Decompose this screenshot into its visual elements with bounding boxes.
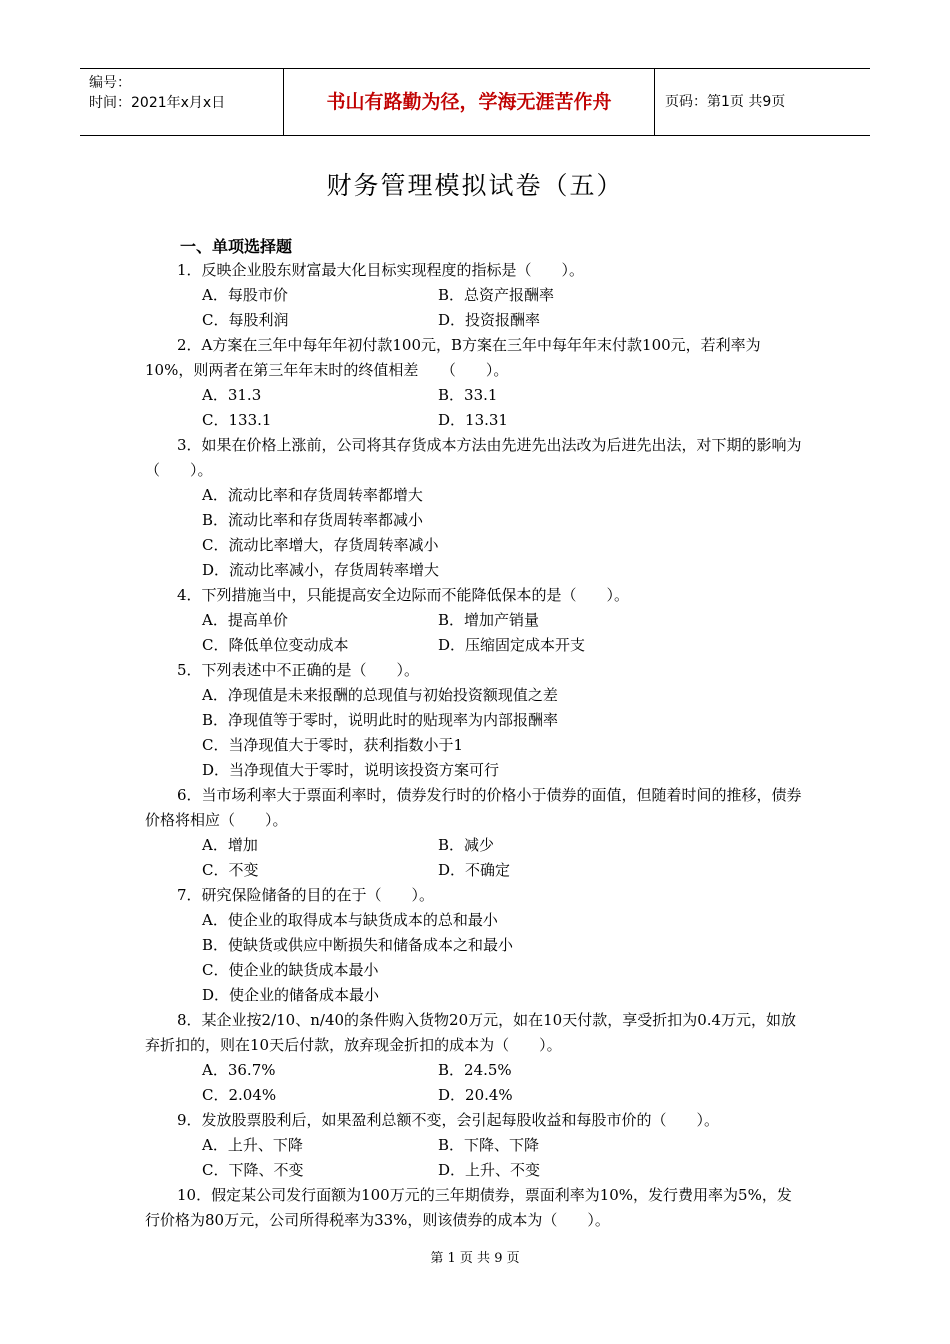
answer-option: B．增加产销量 [438, 611, 540, 629]
option-row [145, 833, 805, 858]
option-row [145, 708, 805, 733]
answer-option: C．降低单位变动成本 [202, 636, 349, 654]
answer-option: C．流动比率增大，存货周转率减小 [202, 536, 439, 554]
option-row [145, 308, 805, 333]
answer-option: D．上升、不变 [438, 1161, 541, 1179]
option-row [145, 1133, 805, 1158]
answer-option: B．减少 [438, 836, 495, 854]
answer-option: C．当净现值大于零时，获利指数小于1 [202, 736, 464, 754]
question-text: 3．如果在价格上涨前，公司将其存货成本方法由先进先出法改为后进先出法，对下期的影响为（ ）。 [145, 436, 802, 479]
answer-option: B．净现值等于零时，说明此时的贴现率为内部报酬率 [202, 711, 559, 729]
option-row [145, 733, 805, 758]
answer-option: B．24.5% [438, 1061, 512, 1079]
option-row [145, 683, 805, 708]
answer-option: A．使企业的取得成本与缺货成本的总和最小 [202, 911, 498, 929]
question-text: 8．某企业按2/10、n/40的条件购入货物20万元，如在10天付款，享受折扣为0.4万元，如放弃折扣的，则在10天后付款，放弃现金折扣的成本为（ ）。 [145, 1011, 797, 1054]
answer-option: B．下降、下降 [438, 1136, 540, 1154]
option-row [145, 758, 805, 783]
option-row [145, 383, 805, 408]
option-row [145, 608, 805, 633]
option-row [145, 633, 805, 658]
question-list [145, 258, 805, 1233]
option-row [145, 1158, 805, 1183]
answer-option: B．使缺货或供应中断损失和储备成本之和最小 [202, 936, 514, 954]
answer-option: C．每股利润 [202, 311, 289, 329]
page-footer: 第 1 页 共 9 页 [430, 1251, 520, 1266]
answer-option: D．压缩固定成本开支 [438, 636, 586, 654]
option-row [145, 858, 805, 883]
answer-option: A．净现值是未来报酬的总现值与初始投资额现值之差 [202, 686, 558, 704]
header-page-info: 页码：第1页 共9页 [665, 94, 786, 110]
document-title: 财务管理模拟试卷（五） [326, 171, 624, 200]
option-row [145, 558, 805, 583]
answer-option: C．使企业的缺货成本最小 [202, 961, 379, 979]
page-header [80, 68, 870, 136]
option-row [145, 408, 805, 433]
option-row [145, 908, 805, 933]
answer-option: D．投资报酬率 [438, 311, 541, 329]
answer-option: B．33.1 [438, 386, 498, 404]
answer-option: A．提高单价 [202, 611, 288, 629]
answer-option: B．总资产报酬率 [438, 286, 555, 304]
time-label: 时间：2021年x月x日 [89, 95, 226, 111]
answer-option: A．36.7% [202, 1061, 276, 1079]
number-label: 编号： [89, 75, 131, 91]
question-text: 2．A方案在三年中每年年初付款100元，B方案在三年中每年年末付款100元，若利率为10%，则两者在第三年年末时的终值相差 （ ）。 [145, 336, 761, 379]
answer-option: D．20.4% [438, 1086, 513, 1104]
option-row [145, 933, 805, 958]
question-text: 6．当市场利率大于票面利率时，债券发行时的价格小于债券的面值，但随着时间的推移，债券价格将相应（ ）。 [145, 786, 802, 829]
answer-option: C．不变 [202, 861, 259, 879]
question-text: 1．反映企业股东财富最大化目标实现程度的指标是（ ）。 [177, 261, 585, 279]
header-motto: 书山有路勤为径，学海无涯苦作舟 [283, 69, 655, 135]
answer-option: D．流动比率减小，存货周转率增大 [202, 561, 440, 579]
answer-option: A．每股市价 [202, 286, 288, 304]
answer-option: A．31.3 [202, 386, 262, 404]
answer-option: D．13.31 [438, 411, 508, 429]
answer-option: C．133.1 [202, 411, 272, 429]
answer-option: C．下降、不变 [202, 1161, 304, 1179]
section-title: 一、单项选择题 [180, 237, 293, 256]
question-text: 9．发放股票股利后，如果盈利总额不变，会引起每股收益和每股市价的（ ）。 [177, 1111, 720, 1129]
question-text: 5．下列表述中不正确的是（ ）。 [177, 661, 420, 679]
answer-option: D．当净现值大于零时，说明该投资方案可行 [202, 761, 500, 779]
option-row [145, 1083, 805, 1108]
option-row [145, 1058, 805, 1083]
answer-option: A．上升、下降 [202, 1136, 303, 1154]
answer-option: C．2.04% [202, 1086, 277, 1104]
header-left-cell [80, 69, 283, 135]
answer-option: D．不确定 [438, 861, 511, 879]
option-row [145, 983, 805, 1008]
option-row [145, 283, 805, 308]
question-text: 7．研究保险储备的目的在于（ ）。 [177, 886, 435, 904]
answer-option: A．增加 [202, 836, 258, 854]
option-row [145, 508, 805, 533]
answer-option: B．流动比率和存货周转率都减小 [202, 511, 424, 529]
answer-option: D．使企业的储备成本最小 [202, 986, 380, 1004]
question-text: 10．假定某公司发行面额为100万元的三年期债券，票面利率为10%，发行费用率为5%，发行价格为80万元，公司所得税率为33%，则该债券的成本为（ ）。 [145, 1186, 792, 1229]
question-text: 4．下列措施当中，只能提高安全边际而不能降低保本的是（ ）。 [177, 586, 630, 604]
option-row [145, 533, 805, 558]
option-row [145, 958, 805, 983]
option-row [145, 483, 805, 508]
answer-option: A．流动比率和存货周转率都增大 [202, 486, 423, 504]
